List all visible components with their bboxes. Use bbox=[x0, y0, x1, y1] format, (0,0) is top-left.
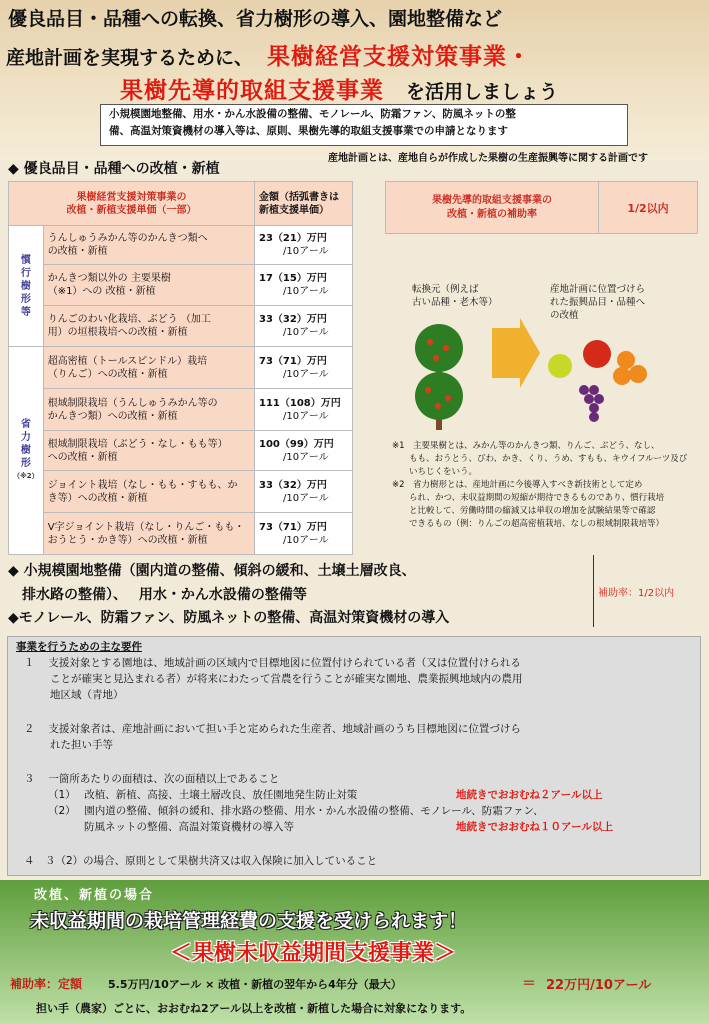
requirement-1-cont2: 地区域（青地） bbox=[50, 689, 124, 701]
section1-title: ◆ 優良品目・品種への改植・新植 bbox=[8, 161, 220, 177]
table-row-price bbox=[255, 265, 353, 306]
group-labor-saving-note: （※2） bbox=[13, 472, 39, 480]
table-row-price bbox=[255, 306, 353, 347]
requirement-3-2: （2） 園内道の整備、傾斜の緩和、排水路の整備、用水・かん水設備の整備、モノレール、防霜ファン、 bbox=[48, 805, 544, 817]
footer-equals: ＝ bbox=[522, 976, 536, 992]
table-header-price-text: 金額（括弧書きは 新植支援単価） bbox=[259, 191, 339, 216]
table-row bbox=[43, 389, 254, 431]
row-price: 17（15）万円 bbox=[259, 273, 327, 284]
row-price: 73（71）万円 bbox=[259, 521, 327, 533]
row-unit: /10アール bbox=[283, 451, 329, 463]
headline-line2-text: 産地計画を実現するために、 bbox=[6, 47, 254, 69]
row-unit: /10アール bbox=[283, 534, 329, 546]
row-price: 100（99）万円 bbox=[259, 438, 334, 450]
subsidy-rate-label-text: 果樹先導的取組支援事業の 改植・新植の補助率 bbox=[432, 194, 552, 220]
requirements-title: 事業を行うための主な要件 bbox=[16, 641, 142, 653]
row-price: 73（71）万円 bbox=[259, 355, 327, 367]
requirement-3-2-cont: 防風ネットの整備、高温対策資機材の導入等 bbox=[84, 821, 294, 833]
footer-rate-label: 補助率：定額 bbox=[10, 977, 83, 991]
section2-line2: 排水路の整備）、 用水・かん水設備の整備等 bbox=[8, 587, 307, 603]
application-note-1: 小規模園地整備、用水・かん水設備の整備、モノレール、防霜ファン、防風ネットの整 bbox=[109, 108, 516, 120]
headline-line2 bbox=[6, 38, 531, 71]
requirement-3-1-value: 地続きでおおむね２アール以上 bbox=[456, 789, 603, 801]
headline-program1: 果樹経営支援対策事業・ bbox=[267, 44, 532, 70]
requirement-1: １ 支援対象とする園地は、地域計画の区域内で目標地図に位置付けられている者（又は位置付けられる bbox=[24, 657, 521, 669]
table-row bbox=[43, 431, 254, 471]
requirement-1-cont: ことが確実と見込まれる者）が将来にわたって営農を行うことが確実な園地、農業振興地域内の農用 bbox=[50, 673, 523, 685]
subsidy-rate-box bbox=[385, 181, 698, 234]
row-item: V字ジョイント栽培（なし・りんご・もも・ おうとう・かき等）への改植・新植 bbox=[47, 521, 245, 546]
subsidy-rate-label bbox=[386, 182, 599, 233]
headline-line3-text: を活用しましょう bbox=[406, 81, 559, 103]
footer-result: 22万円/10アール bbox=[546, 978, 652, 993]
requirement-2-cont: れた担い手等 bbox=[50, 739, 113, 751]
row-item: りんごのわい化栽培、ぶどう （加工 用）の垣根栽培への改植・新植 bbox=[47, 314, 211, 338]
footer-program-name: ＜果樹未収益期間支援事業＞ bbox=[170, 941, 457, 966]
application-note-2: 備、高温対策資機材の導入等は、原則、果樹先導的取組支援事業での申請となります bbox=[109, 125, 508, 137]
section2-line3: ◆モノレール、防霜ファン、防風ネットの整備、高温対策資機材の導入 bbox=[8, 610, 450, 626]
table-header-item-text: 果樹経営支援対策事業の 改植・新植支援単価（一部） bbox=[66, 191, 197, 216]
row-unit: /10アール bbox=[283, 368, 329, 380]
arrow-icon bbox=[492, 318, 540, 388]
row-price: 33（32）万円 bbox=[259, 314, 327, 325]
table-row bbox=[43, 265, 254, 306]
footnotes bbox=[392, 440, 702, 531]
table-row bbox=[43, 226, 254, 265]
row-price: 111（108）万円 bbox=[259, 397, 341, 409]
plan-definition-note: 産地計画とは、産地自らが作成した果樹の生産振興等に関する計画です bbox=[328, 153, 648, 164]
group-conventional-label: 慣 行 樹 形 等 bbox=[20, 254, 31, 318]
requirements-box bbox=[7, 636, 701, 876]
subsidy-rate-value: 1/2以内 bbox=[599, 182, 697, 233]
table-row bbox=[43, 513, 254, 555]
row-item: うんしゅうみかん等のかんきつ類へ の改植・新植 bbox=[47, 233, 208, 257]
fruit-icons bbox=[548, 340, 647, 422]
old-tree-icon bbox=[415, 372, 463, 430]
row-unit: /10アール bbox=[283, 492, 329, 504]
headline-line1: 優良品目・品種への転換、省力樹形の導入、園地整備など bbox=[8, 8, 503, 30]
table-row-price bbox=[255, 513, 353, 555]
table-header-item bbox=[9, 182, 255, 226]
row-unit: /10アール bbox=[283, 286, 329, 297]
group-labor-saving-label: 省 力 樹 形 bbox=[20, 419, 31, 469]
conversion-target-label: 産地計画に位置づけら れた振興品目・品種へ の改植 bbox=[550, 284, 646, 321]
headline-line3 bbox=[120, 72, 558, 105]
row-item: かんきつ類以外の 主要果樹 （※1）への 改植・新植 bbox=[47, 273, 171, 297]
footer-calc: 5.5万円/10アール × 改植・新植の翌年から4年分（最大） bbox=[108, 978, 402, 991]
row-item: 根域制限栽培（ぶどう・なし・もも等） への改植・新植 bbox=[47, 438, 228, 463]
footer-case-label: 改植、新植の場合 bbox=[34, 888, 155, 903]
table-row bbox=[43, 347, 254, 389]
headline-program2: 果樹先導的取組支援事業 bbox=[120, 78, 384, 104]
table-row bbox=[43, 306, 254, 347]
table-row-price bbox=[255, 347, 353, 389]
support-price-table bbox=[8, 181, 353, 555]
requirement-2: ２ 支援対象者は、産地計画において担い手と定められた生産者、地域計画のうち目標地図に位置づけら bbox=[24, 723, 521, 735]
footnote-2: ※2 省力樹形とは、産地計画に今後導入すべき新技術として定め られ、かつ、未収益期間の短縮が期待できるものであり、慣行栽培 と比較して、労働時間の縮減又は単収の増加を試験結果等で確認 できるもの（例：りんごの超高密植栽培、なしの根域制限栽培等） bbox=[392, 480, 665, 529]
section2-line1: ◆ 小規模園地整備（園内道の整備、傾斜の緩和、土壌土層改良、 bbox=[8, 563, 416, 579]
section2-rate: 補助率：1/2以内 bbox=[598, 588, 675, 599]
group-labor-saving bbox=[9, 347, 44, 555]
row-unit: /10アール bbox=[283, 246, 329, 257]
row-unit: /10アール bbox=[283, 410, 329, 422]
table-header-price bbox=[255, 182, 353, 226]
requirement-3-2-value: 地続きでおおむね１０アール以上 bbox=[456, 821, 613, 833]
conversion-source-label: 転換元（例えば 古い品種・老木等） bbox=[412, 284, 498, 308]
group-conventional bbox=[9, 226, 44, 347]
row-unit: /10アール bbox=[283, 327, 329, 338]
row-price: 33（32）万円 bbox=[259, 479, 327, 491]
footer-note: 担い手（農家）ごとに、おおむね2アール以上を改植・新植した場合に対象になります。 bbox=[36, 1002, 472, 1015]
conversion-illustration bbox=[400, 318, 700, 438]
row-price: 23（21）万円 bbox=[259, 233, 327, 244]
application-note-box bbox=[100, 104, 628, 146]
row-item: ジョイント栽培（なし・もも・すもも、か き等）への改植・新植 bbox=[47, 479, 238, 504]
footer-headline: 未収益期間の栽培管理経費の支援を受けられます！ bbox=[30, 910, 468, 932]
table-row-price bbox=[255, 471, 353, 513]
table-row-price bbox=[255, 389, 353, 431]
requirement-4: ４ ３（2）の場合、原則として果樹共済又は収入保険に加入していること bbox=[24, 855, 378, 867]
requirement-3-1: （1） 改植、新植、高接、土壌土層改良、放任園地発生防止対策 bbox=[48, 789, 358, 801]
table-row bbox=[43, 471, 254, 513]
footnote-1: ※1 主要果樹とは、みかん等のかんきつ類、りんご、ぶどう、なし、 もも、おうとう、びわ、かき、くり、うめ、すもも、キウイフルーツ及び いちじくをいう。 bbox=[392, 441, 688, 477]
row-item: 根域制限栽培（うんしゅうみかん等の かんきつ類）への改植・新植 bbox=[47, 397, 218, 422]
requirement-3: ３ 一箇所あたりの面積は、次の面積以上であること bbox=[24, 773, 280, 785]
table-row-price bbox=[255, 226, 353, 265]
row-item: 超高密植（トールスピンドル）栽培 （りんご）への改植・新植 bbox=[47, 355, 208, 380]
table-row-price bbox=[255, 431, 353, 471]
